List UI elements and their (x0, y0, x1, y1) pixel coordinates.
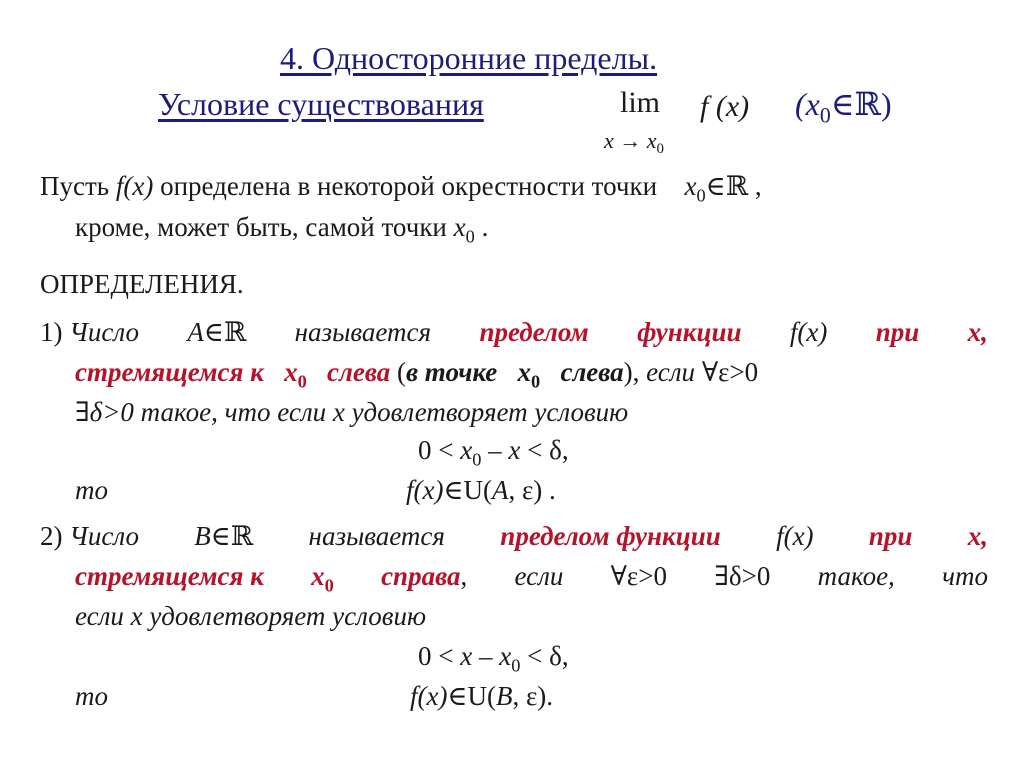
limit-subscript: $x \to x_0$ (604, 128, 665, 158)
lim-operator: lim (620, 86, 661, 119)
intro-line2: кроме, может быть, самой точки $x_0$ . (75, 212, 489, 247)
def2-then: то (75, 681, 108, 711)
def1-then: то (75, 475, 108, 505)
def1-line1: 1) Число A∈ℝ называется пределом функции f(x) при x, (40, 317, 988, 347)
intro-line1: Пусть f(x) определена в некоторой окрестности точки $x_0\in ℝ$ , (40, 171, 762, 206)
def1-line2: стремящемся к $x_0$ слева (в точке $x_0$ слева), если ∀ε>0 (75, 357, 759, 392)
limit-function: f (x) (700, 90, 750, 123)
def2-result: f(x)∈U(B, ε). (410, 681, 554, 711)
slide-title-line1: 4. Односторонние пределы. (280, 40, 658, 76)
definitions-heading: ОПРЕДЕЛЕНИЯ. (40, 269, 244, 299)
def1-result: f(x)∈U(A, ε) . (406, 475, 556, 505)
limit-expression (620, 86, 660, 120)
def2-line1: 2) Число B∈ℝ называется пределом функции f(x) при x, (40, 521, 988, 551)
def1-inequality: $0 < x_0 - x < \delta$, (418, 435, 569, 470)
def1-line3: ∃δ>0 такое, что если x удовлетворяет условию (75, 397, 629, 427)
title-condition: $(x_0\in ℝ)$ (795, 86, 892, 128)
def2-inequality: $0 < x - x_0 < \delta$, (418, 641, 569, 676)
slide-title-line2: Условие существования (158, 86, 484, 122)
def2-line2: стремящемся к $x_0$ справа, если ∀ε>0 ∃δ>0 такое, что (75, 561, 988, 596)
def2-line3: если x удовлетворяет условию (75, 601, 426, 631)
